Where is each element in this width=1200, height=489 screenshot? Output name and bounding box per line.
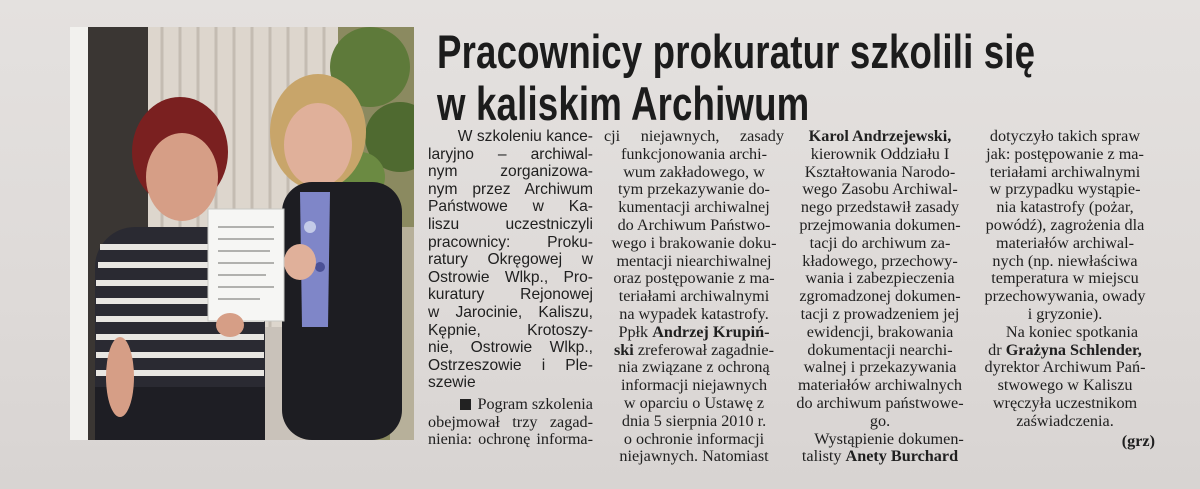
column-line: go. bbox=[869, 411, 891, 430]
person-name: Andrzej Krupiń- bbox=[652, 322, 770, 341]
column-line: ratury Okręgowej w bbox=[428, 251, 593, 269]
column-line: stwowego w Kaliszu bbox=[997, 376, 1133, 395]
column-line: Na koniec spotkania bbox=[1005, 322, 1139, 341]
column-line: w oparciu o Ustawę z bbox=[623, 393, 765, 412]
role-prefix: talisty bbox=[801, 447, 842, 466]
column-line: materiałów archiwal- bbox=[996, 233, 1134, 252]
article-headline bbox=[437, 25, 1036, 130]
person-name: Anety Burchard bbox=[845, 447, 959, 466]
byline bbox=[975, 433, 1155, 451]
column-line: dotyczyło takich spraw bbox=[989, 127, 1141, 145]
byline-text: (grz) bbox=[1121, 431, 1155, 450]
column-line: wego i brakowanie doku- bbox=[611, 233, 777, 252]
column-line: teriałami archiwalnymi bbox=[989, 162, 1141, 181]
column-line bbox=[428, 396, 593, 414]
column-line: jak: postępowanie z ma- bbox=[986, 144, 1144, 163]
photo-illustration bbox=[70, 27, 414, 440]
person-name: Grażyna Schlender, bbox=[1005, 340, 1142, 359]
column-line: tacji z prowadzeniem jej bbox=[800, 304, 960, 323]
para2-line: Pogram szkolenia bbox=[477, 394, 593, 413]
column-line: przechowywania, owady bbox=[984, 287, 1146, 306]
column-line: tym przekazywanie do- bbox=[618, 180, 770, 199]
column-line: o ochronie informacji bbox=[623, 429, 765, 448]
person-name: Karol Andrzejewski, bbox=[808, 127, 952, 145]
column-line: wręczyła uczestnikom bbox=[992, 393, 1138, 412]
article-photo bbox=[70, 27, 414, 440]
column-line: przejmowania dokumen- bbox=[799, 215, 961, 234]
rank-prefix: Ppłk bbox=[618, 322, 649, 341]
column-line: kumentacji archiwalnej bbox=[618, 198, 770, 217]
column-line: oraz postępowanie z ma- bbox=[613, 269, 775, 288]
column-line: walnej i przekazywania bbox=[803, 358, 957, 377]
column-line: temperatura w miejscu bbox=[991, 269, 1139, 288]
column-line bbox=[790, 448, 970, 466]
column-line: wego Zasobu Archiwal- bbox=[802, 180, 958, 199]
column-line: nia katastrofy (pożar, bbox=[996, 198, 1134, 217]
column-line: tacji do archiwum za- bbox=[809, 233, 951, 252]
article-column-4 bbox=[975, 128, 1155, 450]
column-line: i gryzonie). bbox=[1027, 304, 1103, 323]
column-line: liszu uczestniczyli bbox=[428, 215, 593, 233]
column-line: ewidencji, brakowania bbox=[806, 322, 954, 341]
headline-line-1: Pracownicy prokuratur szkolili się bbox=[437, 25, 1036, 78]
column-line: na wypadek katastrofy. bbox=[619, 304, 769, 323]
column-line: kierownik Oddziału I bbox=[810, 144, 950, 163]
article-column-3 bbox=[790, 128, 970, 466]
column-line: kładowego, przechowy- bbox=[802, 251, 958, 270]
headline-line-2: w kaliskim Archiwum bbox=[437, 77, 810, 130]
column-line: pracownicy: Proku- bbox=[428, 233, 593, 251]
column-line: dnia 5 sierpnia 2010 r. bbox=[621, 411, 767, 430]
column-line: nia związane z ochroną bbox=[618, 358, 770, 377]
column-line bbox=[604, 324, 784, 342]
title-prefix: dr bbox=[988, 340, 1002, 359]
column-line: dokumentacji nearchi- bbox=[807, 340, 953, 359]
column-line: materiałów archiwalnych bbox=[797, 376, 963, 395]
column-line: funkcjonowania archi- bbox=[620, 144, 768, 163]
column-line: do Archiwum Państwo- bbox=[617, 215, 771, 234]
column-line: nym zorganizowa- bbox=[428, 163, 593, 181]
column-line: w przypadku wystąpie- bbox=[989, 180, 1141, 199]
column-line: zaświadczenia. bbox=[1016, 411, 1114, 430]
column-line: wania i zabezpieczenia bbox=[805, 269, 955, 288]
column-line: Ostrowie Wlkp., Pro- bbox=[428, 268, 593, 286]
column-line bbox=[975, 342, 1155, 360]
column-line: nienia: ochronę informa- bbox=[428, 430, 593, 449]
column-line: informacji niejawnych bbox=[620, 376, 768, 395]
column-line: dyrektor Archiwum Pań- bbox=[984, 358, 1146, 377]
column-line: Ostrzeszowie i Ple- bbox=[428, 356, 593, 374]
column-line: Wystąpienie dokumen- bbox=[814, 429, 964, 448]
column-line: obejmował trzy zagad- bbox=[428, 412, 593, 431]
column-line: laryjno – archiwal- bbox=[428, 145, 593, 163]
article-column-2 bbox=[604, 128, 784, 466]
column-line: Państwowe w Ka- bbox=[428, 198, 593, 216]
column-line: mentacji niearchiwalnej bbox=[616, 251, 772, 270]
column-line: nie, Ostrowie Wlkp., bbox=[428, 339, 593, 357]
column-line: nych (np. niewłaściwa bbox=[992, 251, 1138, 270]
column-line: W szkoleniu kance- bbox=[457, 128, 593, 145]
person-name-cont: ski bbox=[613, 340, 634, 359]
column-line: niejawnych. Natomiast bbox=[619, 447, 769, 466]
column-line: zgromadzonej dokumen- bbox=[799, 287, 961, 306]
column-line bbox=[790, 128, 970, 146]
column-line: Kształtowania Narodo- bbox=[804, 162, 956, 181]
para-text: zreferował zagadnie- bbox=[637, 340, 774, 359]
column-line: cji niejawnych, zasady bbox=[604, 127, 784, 145]
column-line: do archiwum państwowe- bbox=[796, 393, 964, 412]
column-line: nego przedstawił zasady bbox=[800, 198, 960, 217]
column-line: szewie bbox=[428, 374, 476, 392]
column-line: nym przez Archiwum bbox=[428, 180, 593, 198]
column-line: w Jarocinie, Kaliszu, bbox=[428, 303, 593, 321]
column-line bbox=[604, 342, 784, 360]
column-line: powódź), zagrożenia dla bbox=[985, 215, 1145, 234]
column-line: kuratury Rejonowej bbox=[428, 286, 593, 304]
paragraph-square-icon bbox=[460, 399, 471, 410]
column-line: teriałami archiwalnymi bbox=[618, 287, 770, 306]
column-line: Kępnie, Krotoszy- bbox=[428, 321, 593, 339]
column-line: wum zakładowego, w bbox=[623, 162, 765, 181]
article-column-1 bbox=[428, 128, 593, 449]
